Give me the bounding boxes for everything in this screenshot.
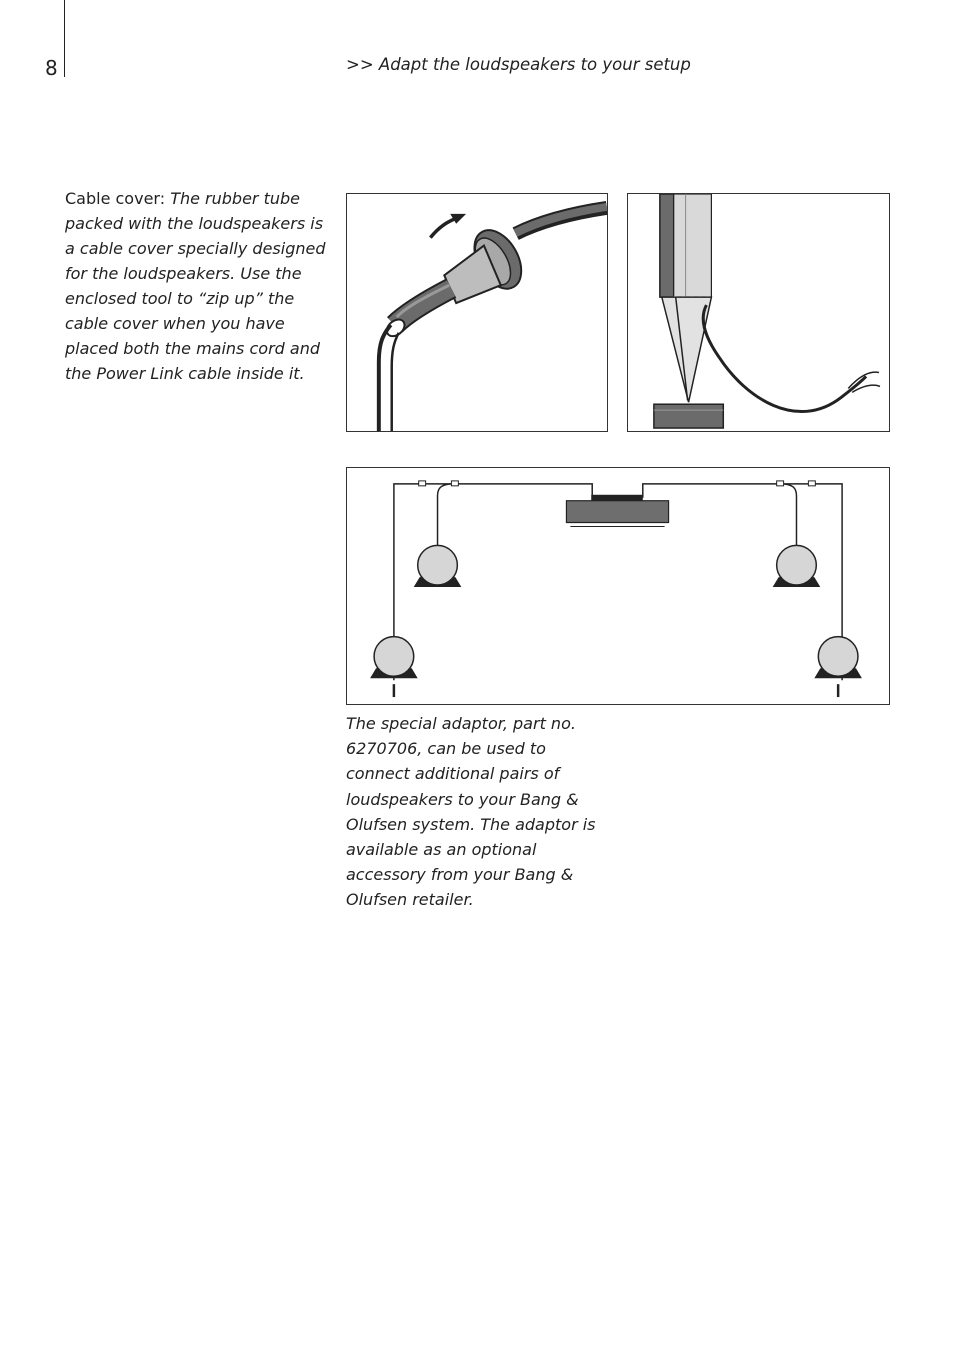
cable-cover-tool-illustration: [346, 193, 608, 432]
speaker-setup-diagram: [346, 467, 890, 705]
page-margin-rule: [64, 0, 65, 77]
cable-cover-text: The rubber tube packed with the loudspeakers is a cable cover specially designed for the loudspeakers. Use the enclosed tool to “zip up” the cable cover when you have placed both the mains cord and the Power Link cable inside it.: [65, 189, 326, 383]
speaker-rear-right: [814, 637, 862, 697]
loudspeaker-foot-illustration: [627, 193, 890, 432]
cable-cover-paragraph: [65, 186, 333, 386]
speaker-rear-left: [370, 637, 418, 697]
speaker-setup-drawing: [347, 468, 889, 704]
page-number: 8: [45, 56, 58, 80]
cable-cover-tool-drawing: [347, 194, 607, 431]
adaptor-caption: The special adaptor, part no. 6270706, can be used to connect additional pairs of loudspeakers to your Bang & Olufsen system. The adaptor is available as an optional accessory from your Bang & Olufsen retailer.: [346, 714, 596, 910]
running-head-title: Adapt the loudspeakers to your setup: [378, 55, 691, 74]
loudspeaker-foot-drawing: [628, 194, 889, 431]
running-head-prefix: >>: [346, 55, 374, 74]
speaker-front-right: [773, 545, 821, 587]
speaker-front-left: [414, 545, 462, 587]
cable-cover-lead: Cable cover:: [65, 189, 166, 208]
running-head: [346, 54, 691, 76]
